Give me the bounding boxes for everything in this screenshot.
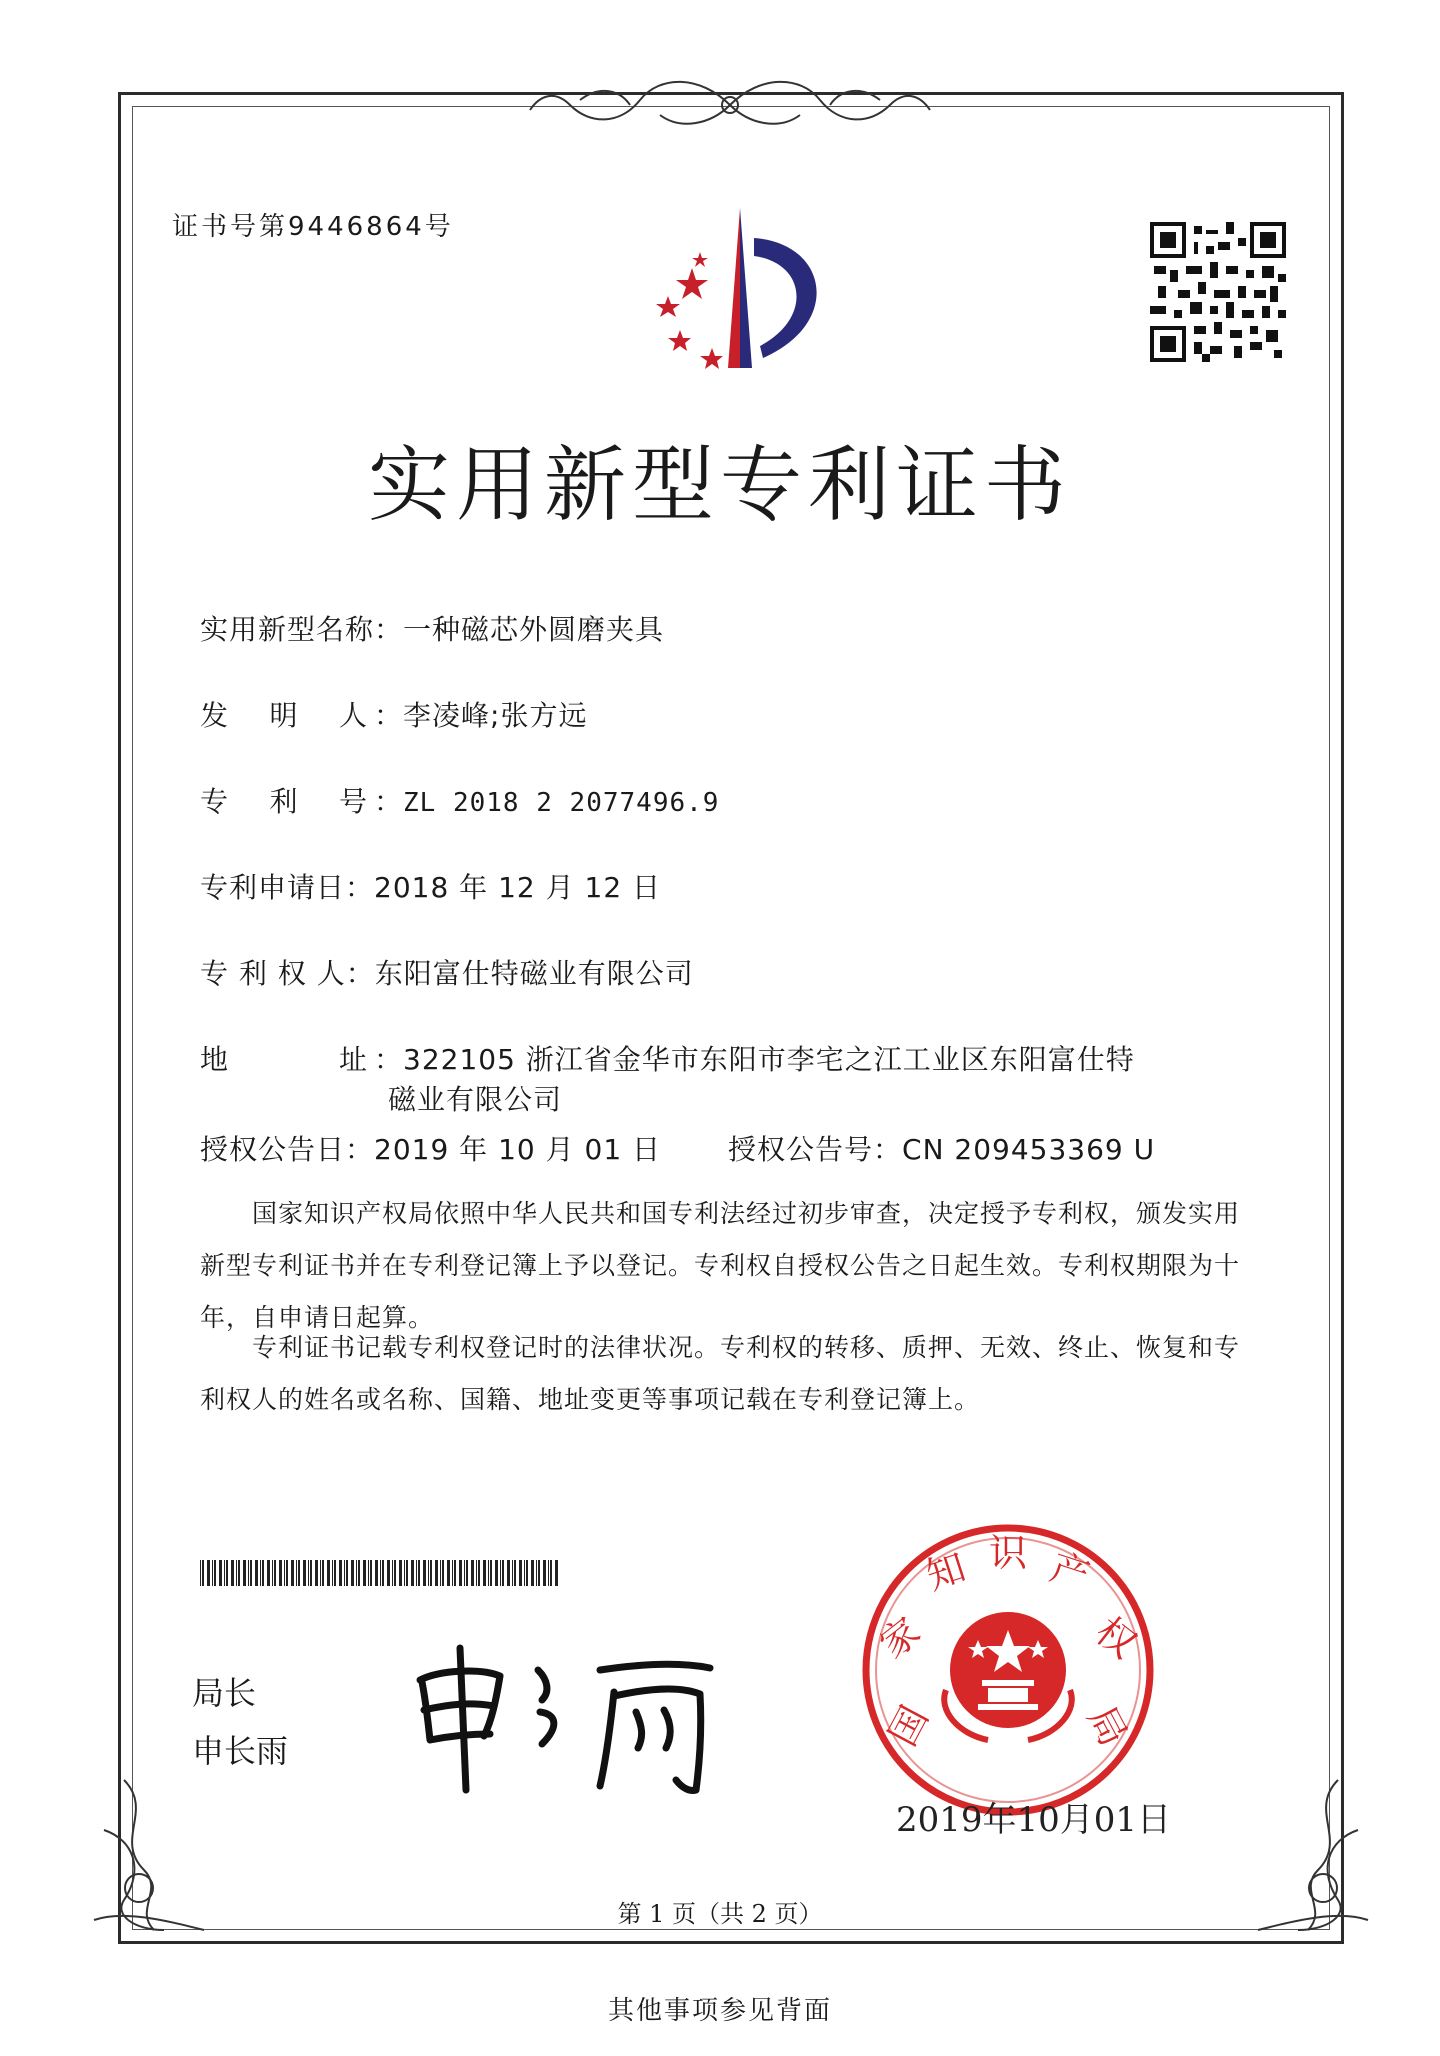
grant-date-row <box>200 1128 661 1168</box>
svg-text:国: 国 <box>880 1698 937 1754</box>
filing-date-label: 专利申请日： <box>200 871 375 904</box>
utility-model-name-value: 一种磁芯外圆磨夹具 <box>403 613 665 646</box>
grant-date-value: 2019 年 10 月 01 日 <box>374 1133 662 1166</box>
director-title: 局长 <box>192 1674 257 1712</box>
utility-model-name-row <box>200 608 664 648</box>
cnipa-logo-icon <box>628 208 858 378</box>
svg-text:识: 识 <box>988 1531 1028 1575</box>
grant-date-label: 授权公告日： <box>200 1133 375 1166</box>
barcode-icon <box>200 1560 560 1586</box>
patent-number-row: 专 利 号 ：ZL 2018 2 2077496.9 <box>200 780 719 820</box>
svg-text:局: 局 <box>1079 1698 1136 1754</box>
filing-date-row <box>200 866 661 906</box>
director-block <box>192 1664 288 1780</box>
qr-code-icon <box>1150 222 1286 362</box>
patent-number-label: 专 利 号 <box>200 785 368 818</box>
certificate-number: 证书号第9446864号 <box>172 212 454 242</box>
seal-date: 2019年10月01日 <box>896 1800 1172 1840</box>
address-value-line1: 322105 浙江省金华市东阳市李宅之江工业区东阳富仕特 <box>403 1043 1135 1076</box>
svg-text:产: 产 <box>1045 1544 1095 1599</box>
filing-date-value: 2018 年 12 月 12 日 <box>374 871 662 904</box>
page-number: 第 1 页（共 2 页） <box>617 1900 823 1928</box>
grant-number-label: 授权公告号： <box>728 1133 903 1166</box>
footer-note: 其他事项参见背面 <box>607 1996 832 2026</box>
svg-text:家: 家 <box>871 1608 929 1667</box>
svg-text:知: 知 <box>921 1544 971 1599</box>
patentee-value: 东阳富仕特磁业有限公司 <box>374 957 694 990</box>
grant-number-row <box>728 1128 1155 1168</box>
patentee-label: 专 利 权 人： <box>200 957 375 990</box>
body-paragraph-1: 国家知识产权局依照中华人民共和国专利法经过初步审查，决定授予专利权，颁发实用新型专利证书并在专利登记簿上予以登记。专利权自授权公告之日起生效。专利权期限为十年，自申请日起算。 <box>200 1199 1241 1332</box>
director-name: 申长雨 <box>192 1732 289 1770</box>
utility-model-name-label: 实用新型名称： <box>200 613 404 646</box>
certificate-title: 实用新型专利证书 <box>367 438 1072 533</box>
top-ornament <box>520 70 940 140</box>
body-paragraph-2: 专利证书记载专利权登记时的法律状况。专利权的转移、质押、无效、终止、恢复和专利权人的姓名或名称、国籍、地址变更等事项记载在专利登记簿上。 <box>200 1333 1241 1414</box>
address-label: 地 址 <box>200 1043 368 1076</box>
address-row-continued <box>388 1078 562 1118</box>
director-signature <box>410 1640 730 1800</box>
grant-number-value: CN 209453369 U <box>902 1133 1156 1166</box>
address-value-line2: 磁业有限公司 <box>388 1083 563 1116</box>
official-seal <box>858 1520 1158 1820</box>
address-row: 地 址 ：322105 浙江省金华市东阳市李宅之江工业区东阳富仕特 <box>200 1038 1135 1078</box>
patent-number-value: ZL 2018 2 2077496.9 <box>403 788 720 818</box>
svg-text:权: 权 <box>1087 1608 1145 1667</box>
inventor-label: 发 明 人 <box>200 699 368 732</box>
inventor-row: 发 明 人 ：李凌峰;张方远 <box>200 694 587 734</box>
patentee-row <box>200 952 694 992</box>
inventor-value: 李凌峰;张方远 <box>403 699 588 732</box>
